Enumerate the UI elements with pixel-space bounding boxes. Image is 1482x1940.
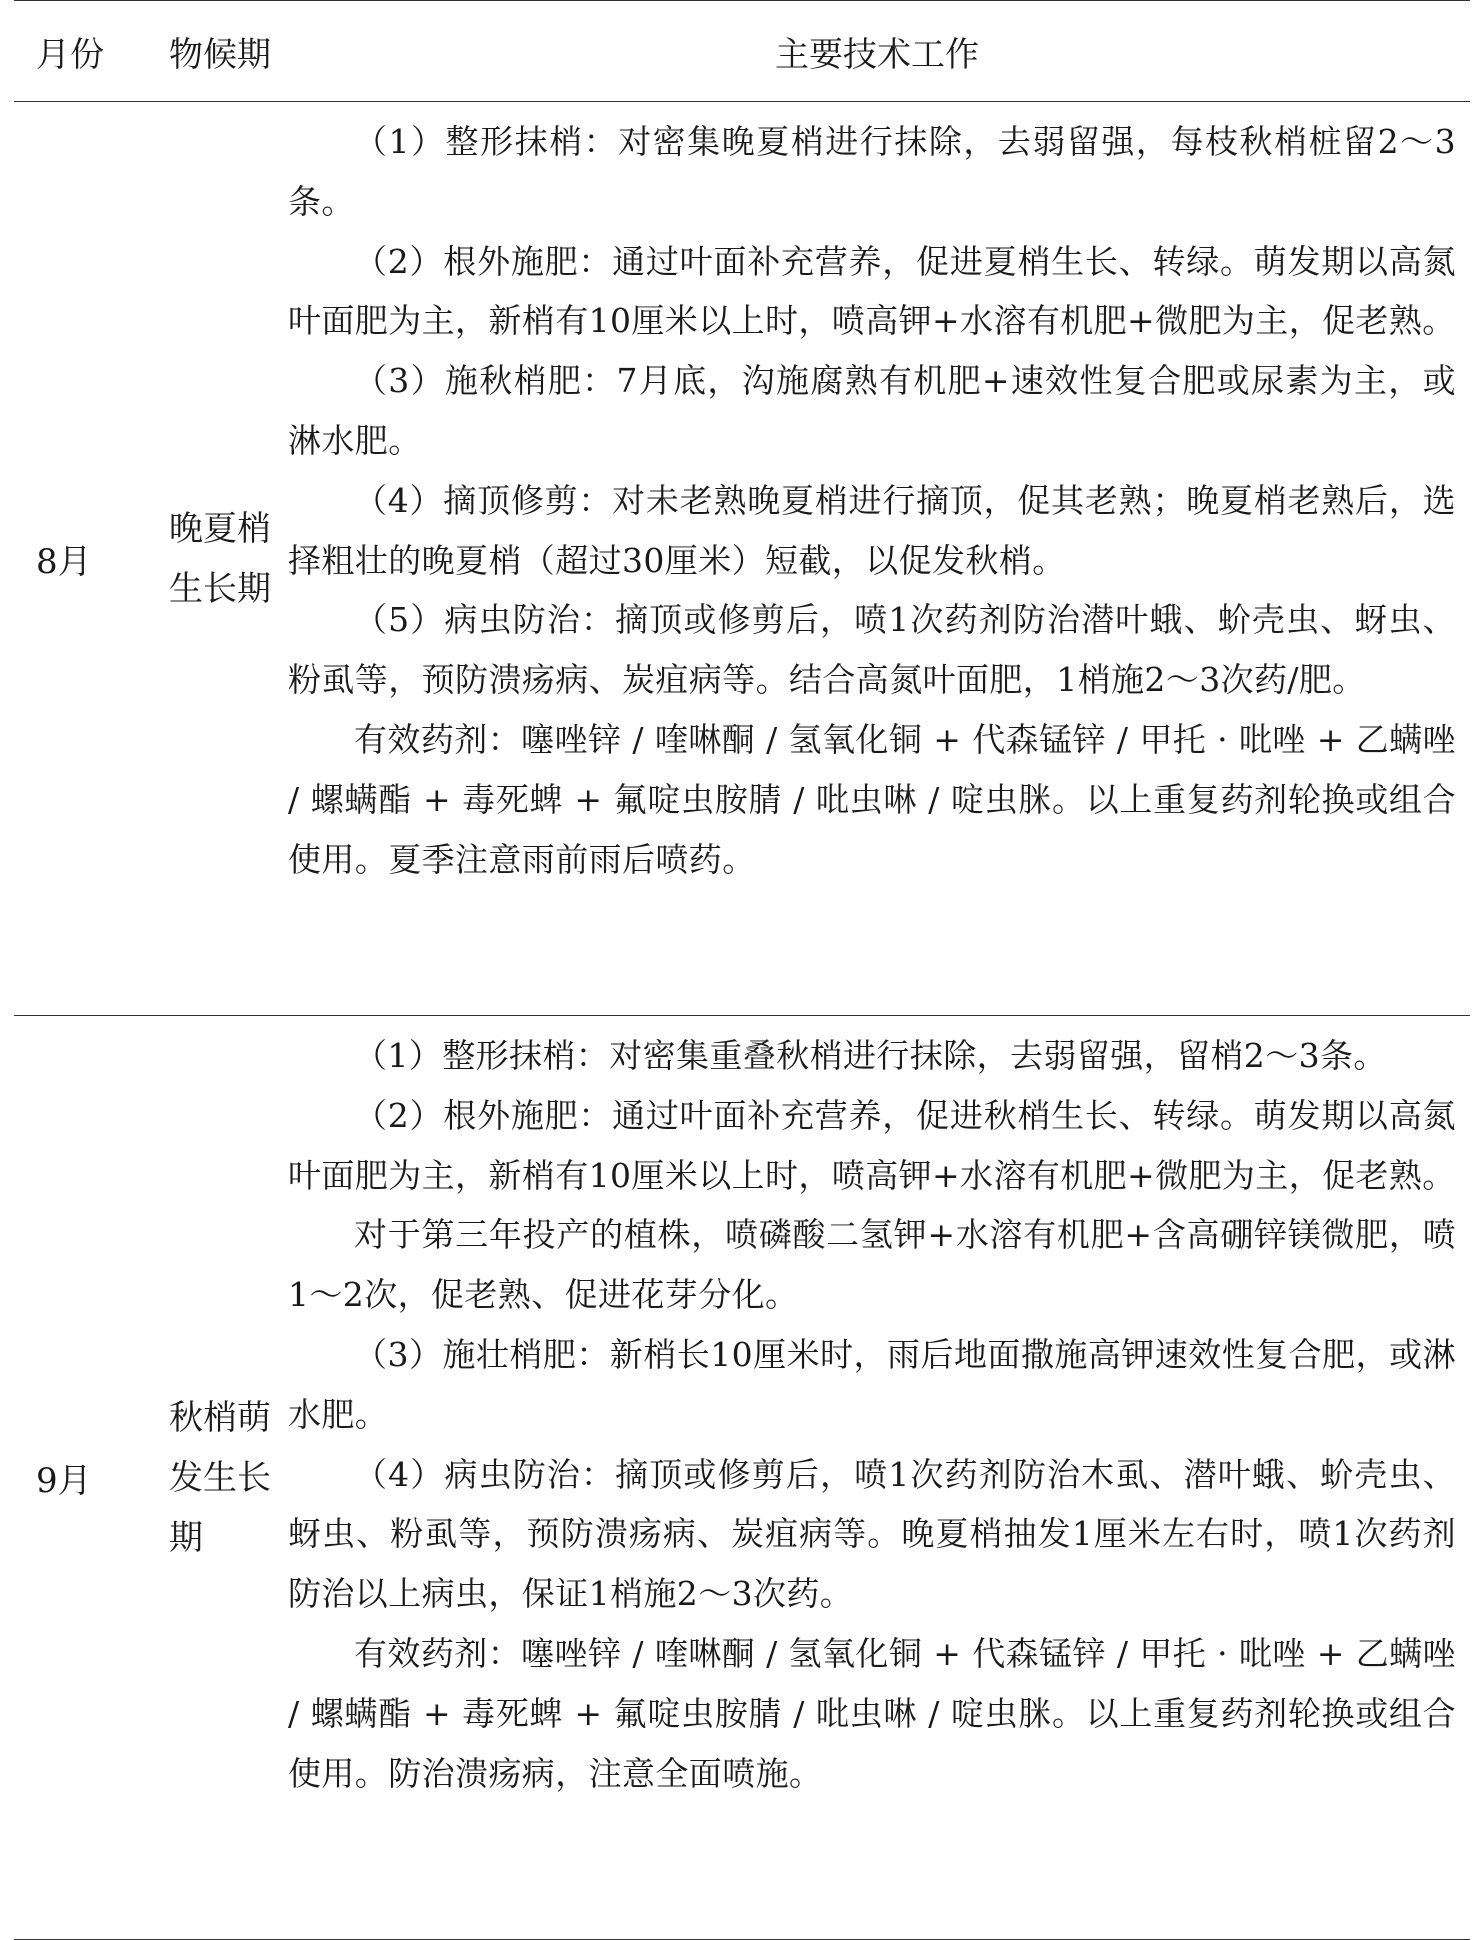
- month-cell: 8月: [36, 542, 92, 582]
- work-paragraph: （1）整形抹梢：对密集重叠秋梢进行抹除，去弱留强，留梢2～3条。: [354, 1036, 1387, 1075]
- header-phenology: 物候期: [139, 1, 284, 102]
- header-work: 主要技术工作: [284, 1, 1470, 102]
- phenology-line: 期: [169, 1517, 203, 1558]
- phenology-line: 发生长: [169, 1457, 271, 1498]
- header-month: 月份: [14, 1, 139, 102]
- table-row: [14, 1016, 1470, 1940]
- table-body: [14, 102, 1470, 1940]
- work-paragraph: 对于第三年投产的植株，喷磷酸二氢钾+水溶有机肥+含高硼锌镁微肥，喷1～2次，促老熟、促进花芽分化。: [288, 1215, 1456, 1315]
- work-paragraph: （4）病虫防治：摘顶或修剪后，喷1次药剂防治木虱、潜叶蛾、蚧壳虫、蚜虫、粉虱等，预防溃疡病、炭疽病等。晚夏梢抽发1厘米左右时，喷1次药剂防治以上病虫，保证1梢施2～3次药。: [288, 1454, 1456, 1614]
- phenology-line: 生长期: [169, 568, 271, 609]
- work-paragraph: （3）施壮梢肥：新梢长10厘米时，雨后地面撒施高钾速效性复合肥，或淋水肥。: [288, 1334, 1456, 1434]
- work-paragraph: 有效药剂：噻唑锌 / 喹啉酮 / 氢氧化铜 + 代森锰锌 / 甲托 · 吡唑 + 乙螨唑 / 螺螨酯 + 毒死蜱 + 氟啶虫胺腈 / 吡虫啉 / 啶虫脒。以上重复药剂轮换或组合使用。防治溃疡病，注意全面喷施。: [288, 1633, 1456, 1793]
- table-row: [14, 102, 1470, 1016]
- document-page: [14, 0, 1470, 1932]
- work-paragraph: （3）施秋梢肥：7月底，沟施腐熟有机肥+速效性复合肥或尿素为主，或淋水肥。: [288, 361, 1456, 460]
- work-cell: [284, 102, 1470, 1016]
- phenology-cell: [139, 1016, 284, 1940]
- phenology-cell: [139, 102, 284, 1016]
- table-header: [14, 1, 1470, 102]
- work-paragraph: （2）根外施肥：通过叶面补充营养，促进秋梢生长、转绿。萌发期以高氮叶面肥为主，新梢有10厘米以上时，喷高钾+水溶有机肥+微肥为主，促老熟。: [288, 1095, 1456, 1195]
- work-cell: [284, 1016, 1470, 1940]
- phenology-line: 晚夏梢: [169, 508, 271, 549]
- work-paragraph: 有效药剂：噻唑锌 / 喹啉酮 / 氢氧化铜 + 代森锰锌 / 甲托 · 吡唑 + 乙螨唑 / 螺螨酯 + 毒死蜱 + 氟啶虫胺腈 / 吡虫啉 / 啶虫脒。以上重复药剂轮换或组合使用。夏季注意雨前雨后喷药。: [288, 719, 1456, 879]
- technique-table: [14, 0, 1470, 1940]
- work-paragraph: （4）摘顶修剪：对未老熟晚夏梢进行摘顶，促其老熟；晚夏梢老熟后，选择粗壮的晚夏梢（超过30厘米）短截，以促发秋梢。: [288, 480, 1456, 580]
- work-paragraph: （5）病虫防治：摘顶或修剪后，喷1次药剂防治潜叶蛾、蚧壳虫、蚜虫、粉虱等，预防溃疡病、炭疽病等。结合高氮叶面肥，1梢施2～3次药/肥。: [288, 600, 1456, 700]
- header-row: [14, 1, 1470, 102]
- work-paragraph: （2）根外施肥：通过叶面补充营养，促进夏梢生长、转绿。萌发期以高氮叶面肥为主，新梢有10厘米以上时，喷高钾+水溶有机肥+微肥为主，促老熟。: [288, 241, 1456, 341]
- phenology-line: 秋梢萌: [169, 1397, 271, 1438]
- work-paragraph: （1）整形抹梢：对密集晚夏梢进行抹除，去弱留强，每枝秋梢桩留2～3条。: [288, 122, 1456, 221]
- month-cell: 9月: [14, 1016, 139, 1940]
